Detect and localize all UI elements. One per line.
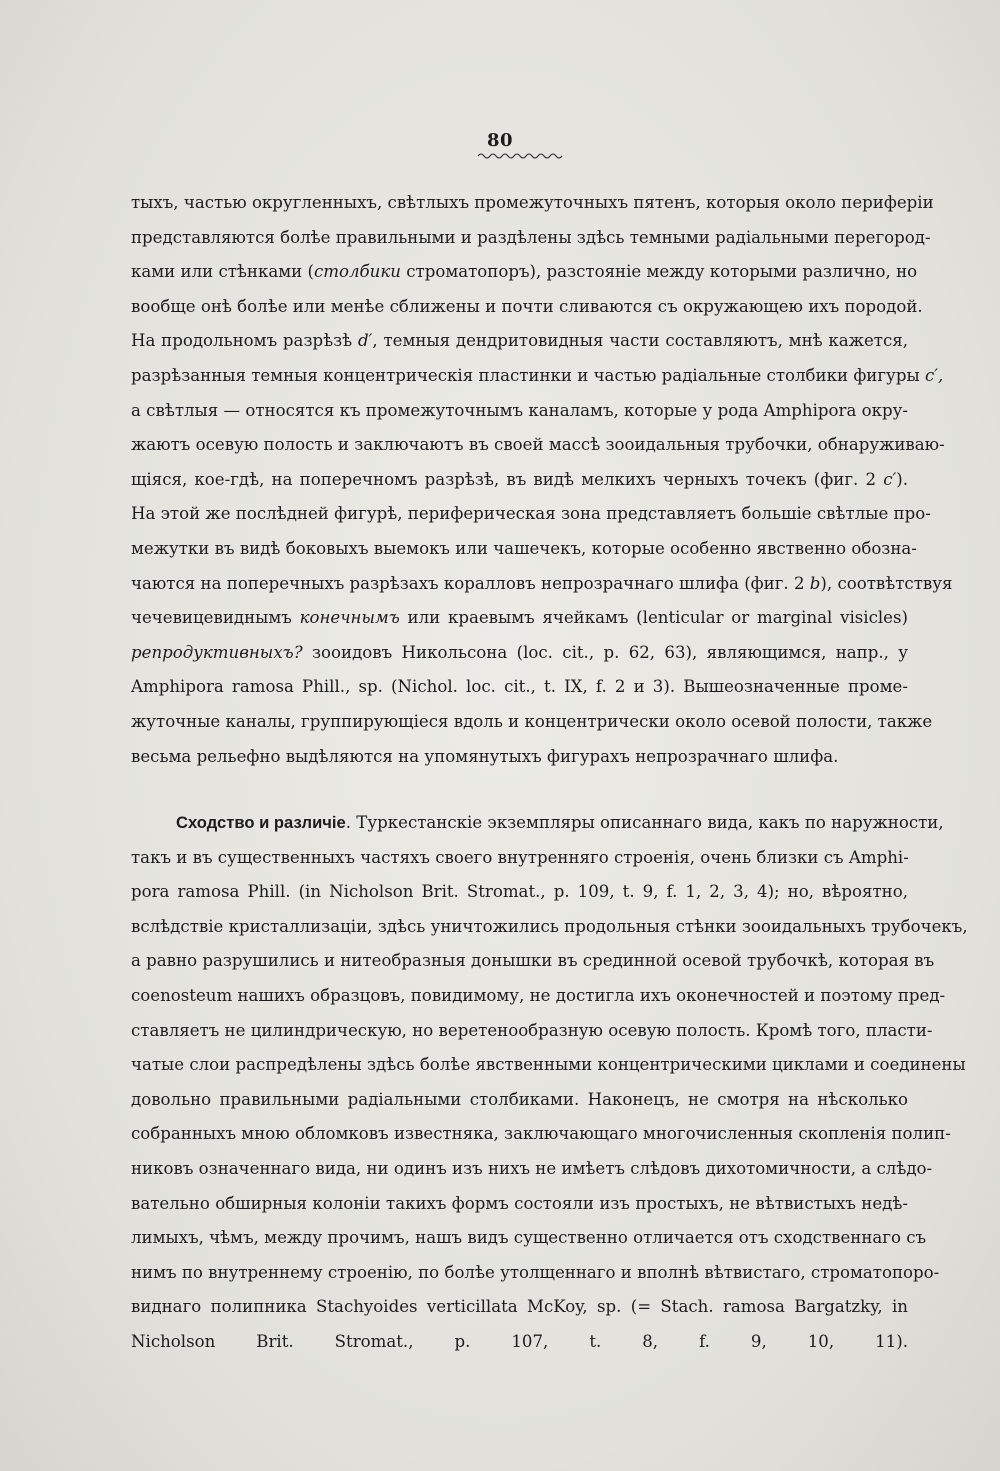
text-line: тыхъ, частью округленныхъ, свѣтлыхъ промежуточныхъ пятенъ, которыя около периферіи	[131, 193, 934, 212]
text-line: Amphipora ramosa Phill., sp. (Nichol. loc. cit., t. IX, f. 2 и 3). Вышеозначенные проме-	[131, 677, 908, 697]
text-line: жуточные каналы, группирующіеся вдоль и концентрически около осевой полости, также	[131, 711, 933, 731]
text-line: а свѣтлыя — относятся къ промежуточнымъ каналамъ, которые у рода Amphipora окру-	[131, 400, 908, 420]
text-line: На продольномъ разрѣзѣ d′, темныя дендритовидныя части составляютъ, мнѣ кажется,	[131, 331, 908, 351]
text-line: такъ и въ существенныхъ частяхъ своего внутренняго строенія, очень близки съ Amphi-	[131, 847, 909, 867]
text-line: Сходство и различіе. Туркестанскіе экземпляры описаннаго вида, какъ по наружности,	[176, 813, 944, 833]
page-number: 80	[486, 130, 514, 151]
text-line: собранныхъ мною обломковъ известняка, заключающаго многочисленныя скопленія полип-	[131, 1124, 951, 1144]
body-text	[131, 186, 968, 1394]
text-line: никовъ означеннаго вида, ни одинъ изъ нихъ не имѣетъ слѣдовъ дихотомичности, а слѣдо-	[131, 1159, 933, 1179]
text-line	[131, 1360, 908, 1395]
text-line: ками или стѣнками (столбики строматопоръ), разстояніе между которыми различно, но	[131, 262, 918, 282]
text-line: жаютъ осевую полость и заключаютъ въ своей массѣ зооидальныя трубочки, обнаруживаю-	[131, 435, 945, 455]
section-heading: Сходство и различіе	[176, 813, 346, 833]
italic-term: столбики	[313, 262, 401, 282]
text-line: чечевицевиднымъ конечнымъ или краевымъ ячейкамъ (lenticular or marginal visicles)	[131, 608, 908, 628]
text-line: pora ramosa Phill. (in Nicholson Brit. Stromat., p. 109, t. 9, f. 1, 2, 3, 4); но, вѣроятно,	[131, 882, 908, 902]
text-line: ставляетъ не цилиндрическую, но веретенообразную осевую полость. Кромѣ того, пласти-	[131, 1020, 933, 1040]
text-line: лимыхъ, чѣмъ, между прочимъ, нашъ видъ существенно отличается отъ сходственнаго съ	[131, 1228, 927, 1248]
text-line: разрѣзанныя темныя концентрическія пластинки и частью радіальные столбики фигуры c′,	[131, 365, 944, 385]
text-line: а равно разрушились и нитеобразныя донышки въ срединной осевой трубочкѣ, которая въ	[131, 951, 935, 971]
ornament-rule	[478, 151, 562, 161]
text-line: довольно правильными радіальными столбиками. Наконецъ, не смотря на нѣсколько	[131, 1089, 908, 1109]
text-line: вательно обширныя колоніи такихъ формъ состояли изъ простыхъ, не вѣтвистыхъ недѣ-	[131, 1193, 908, 1213]
paragraph-comparison	[131, 806, 968, 1394]
text-line: чатые слои распредѣлены здѣсь болѣе явственными концентрическими циклами и соединены	[131, 1055, 966, 1075]
text-line: чаются на поперечныхъ разрѣзахъ коралловъ непрозрачнаго шлифа (фиг. 2 b), соотвѣтствуя	[131, 573, 953, 593]
text-line: межутки въ видѣ боковыхъ выемокъ или чашечекъ, которые особенно явственно обозна-	[131, 538, 917, 558]
text-line: вообще онѣ болѣе или менѣе сближены и почти сливаются съ окружающею ихъ породой.	[131, 296, 923, 316]
text-line: представляются болѣе правильными и раздѣлены здѣсь темными радіальными перегород-	[131, 227, 931, 247]
text-line: нимъ по внутреннему строенію, по болѣе утолщеннаго и вполнѣ вѣтвистаго, строматопоро-	[131, 1262, 940, 1282]
text-line: coenosteum нашихъ образцовъ, повидимому, не достигла ихъ оконечностей и поэтому пред-	[131, 986, 946, 1006]
text-line: вслѣдствіе кристаллизаціи, здѣсь уничтожились продольныя стѣнки зооидальныхъ трубочекъ,	[131, 916, 968, 936]
text-line: На этой же послѣдней фигурѣ, периферическая зона представляетъ большіе свѣтлые про-	[131, 504, 931, 524]
text-line: виднаго полипника Stachyoides verticillata McKoy, sp. (= Stach. ramosa Bargatzky, in	[131, 1297, 908, 1317]
text-line: щіяся, кое-гдѣ, на поперечномъ разрѣзѣ, въ видѣ мелкихъ черныхъ точекъ (фиг. 2 c′).	[131, 469, 908, 489]
text-line: репродуктивныхъ? зооидовъ Никольсона (loc. cit., p. 62, 63), являющимся, напр., у	[131, 642, 908, 662]
text-line: Nicholson Brit. Stromat., p. 107, t. 8, f. 9, 10, 11).	[131, 1332, 908, 1351]
paragraph-description	[131, 186, 953, 774]
text-line: весьма рельефно выдѣляются на упомянутыхъ фигурахъ непрозрачнаго шлифа.	[131, 746, 839, 766]
